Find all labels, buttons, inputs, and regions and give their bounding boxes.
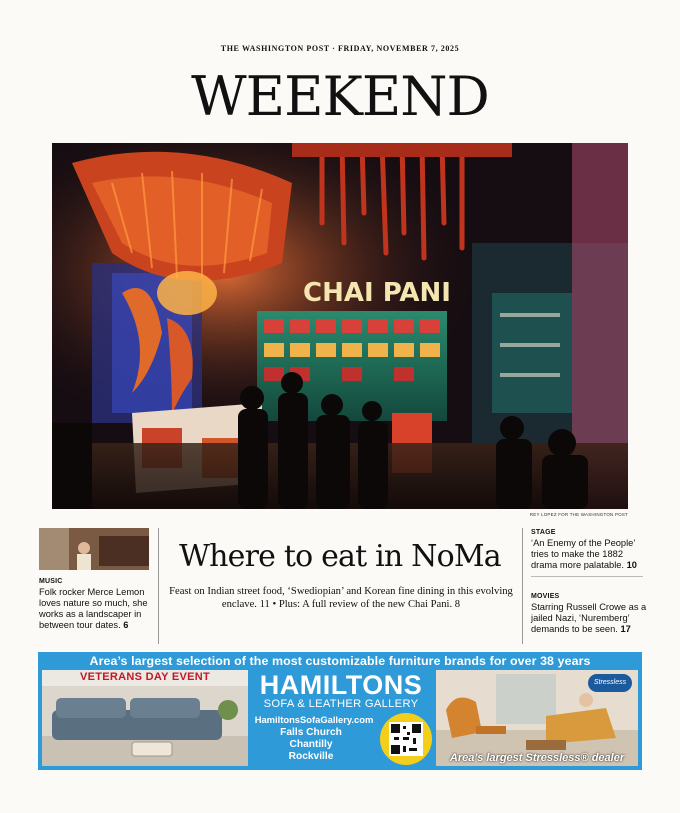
ad-brand-panel (248, 670, 434, 766)
stage-brief-page: 10 (626, 560, 637, 570)
music-kicker: MUSIC (39, 578, 63, 585)
ad-location-1: Falls Church (280, 727, 342, 738)
stage-brief-body (531, 538, 651, 571)
movies-brief-body (531, 602, 651, 635)
lead-deck-text: Feast on Indian street food, ‘Swediopian’ and Korean fine dining in this evolving enclave. (169, 586, 513, 610)
section-title: WEEKEND (191, 65, 489, 128)
music-brief-text: Folk rocker Merce Lemon loves nature so much, she works as a landscaper in between tour dates. (39, 587, 148, 630)
movies-brief-text: Starring Russell Crowe as a jailed Nazi, ‘Nuremberg’ demands to be seen. (531, 602, 647, 634)
music-brief[interactable] (39, 578, 157, 631)
dateline: THE WASHINGTON POST · FRIDAY, NOVEMBER 7, 2025 (220, 44, 460, 53)
movies-brief-page: 17 (620, 624, 631, 634)
lead-deck-plus: Plus: A full review of the new Chai Pani. (278, 599, 453, 610)
right-column-rule (522, 528, 523, 644)
music-brief-page: 6 (123, 620, 129, 630)
music-thumbnail[interactable] (39, 528, 149, 570)
ad-top-line: Area’s largest selection of the most customizable furniture brands for over 38 years (89, 654, 591, 668)
ad-sofa-panel (42, 670, 248, 766)
music-thumbnail-image (39, 528, 149, 570)
ad-location-2: Chantilly (289, 739, 333, 750)
ad-dealer-line: Area’s largest Stressless® dealer (449, 752, 625, 764)
stage-brief[interactable] (531, 529, 651, 571)
photo-credit: REY LOPEZ FOR THE WASHINGTON POST (529, 512, 628, 517)
lead-deck-page: 11 (259, 599, 270, 610)
hero-sign: CHAI PANI (303, 278, 451, 308)
right-column-divider (531, 576, 643, 577)
ad-brand: HAMILTONS (259, 670, 423, 700)
bullet-separator: • (272, 599, 277, 610)
ad-location-3: Rockville (288, 751, 334, 762)
left-column-rule (158, 528, 159, 644)
ad-recliner-panel (436, 670, 638, 766)
ad-event: VETERANS DAY EVENT (79, 671, 211, 683)
hero-illustration (52, 143, 628, 509)
qr-code[interactable] (380, 713, 432, 765)
stage-kicker: STAGE (531, 529, 556, 536)
lead-deck (168, 585, 514, 611)
furniture-ad[interactable] (38, 652, 642, 770)
stage-brief-text: ‘An Enemy of the People’ tries to make the 1882 drama more palatable. (531, 538, 636, 570)
lead-deck-plus-page: 8 (454, 599, 461, 610)
sofa-illustration (42, 670, 248, 766)
ad-brand-sub: SOFA & LEATHER GALLERY (263, 698, 419, 710)
hero-photo[interactable] (52, 143, 628, 509)
stressless-logo: Stressless (588, 674, 632, 692)
movies-kicker: MOVIES (531, 593, 560, 600)
movies-brief[interactable] (531, 593, 651, 635)
ad-website[interactable]: HamiltonsSofaGallery.com (254, 714, 374, 725)
music-brief-body (39, 587, 157, 631)
qr-code-icon (389, 722, 423, 756)
lead-headline[interactable]: Where to eat in NoMa (179, 539, 501, 574)
